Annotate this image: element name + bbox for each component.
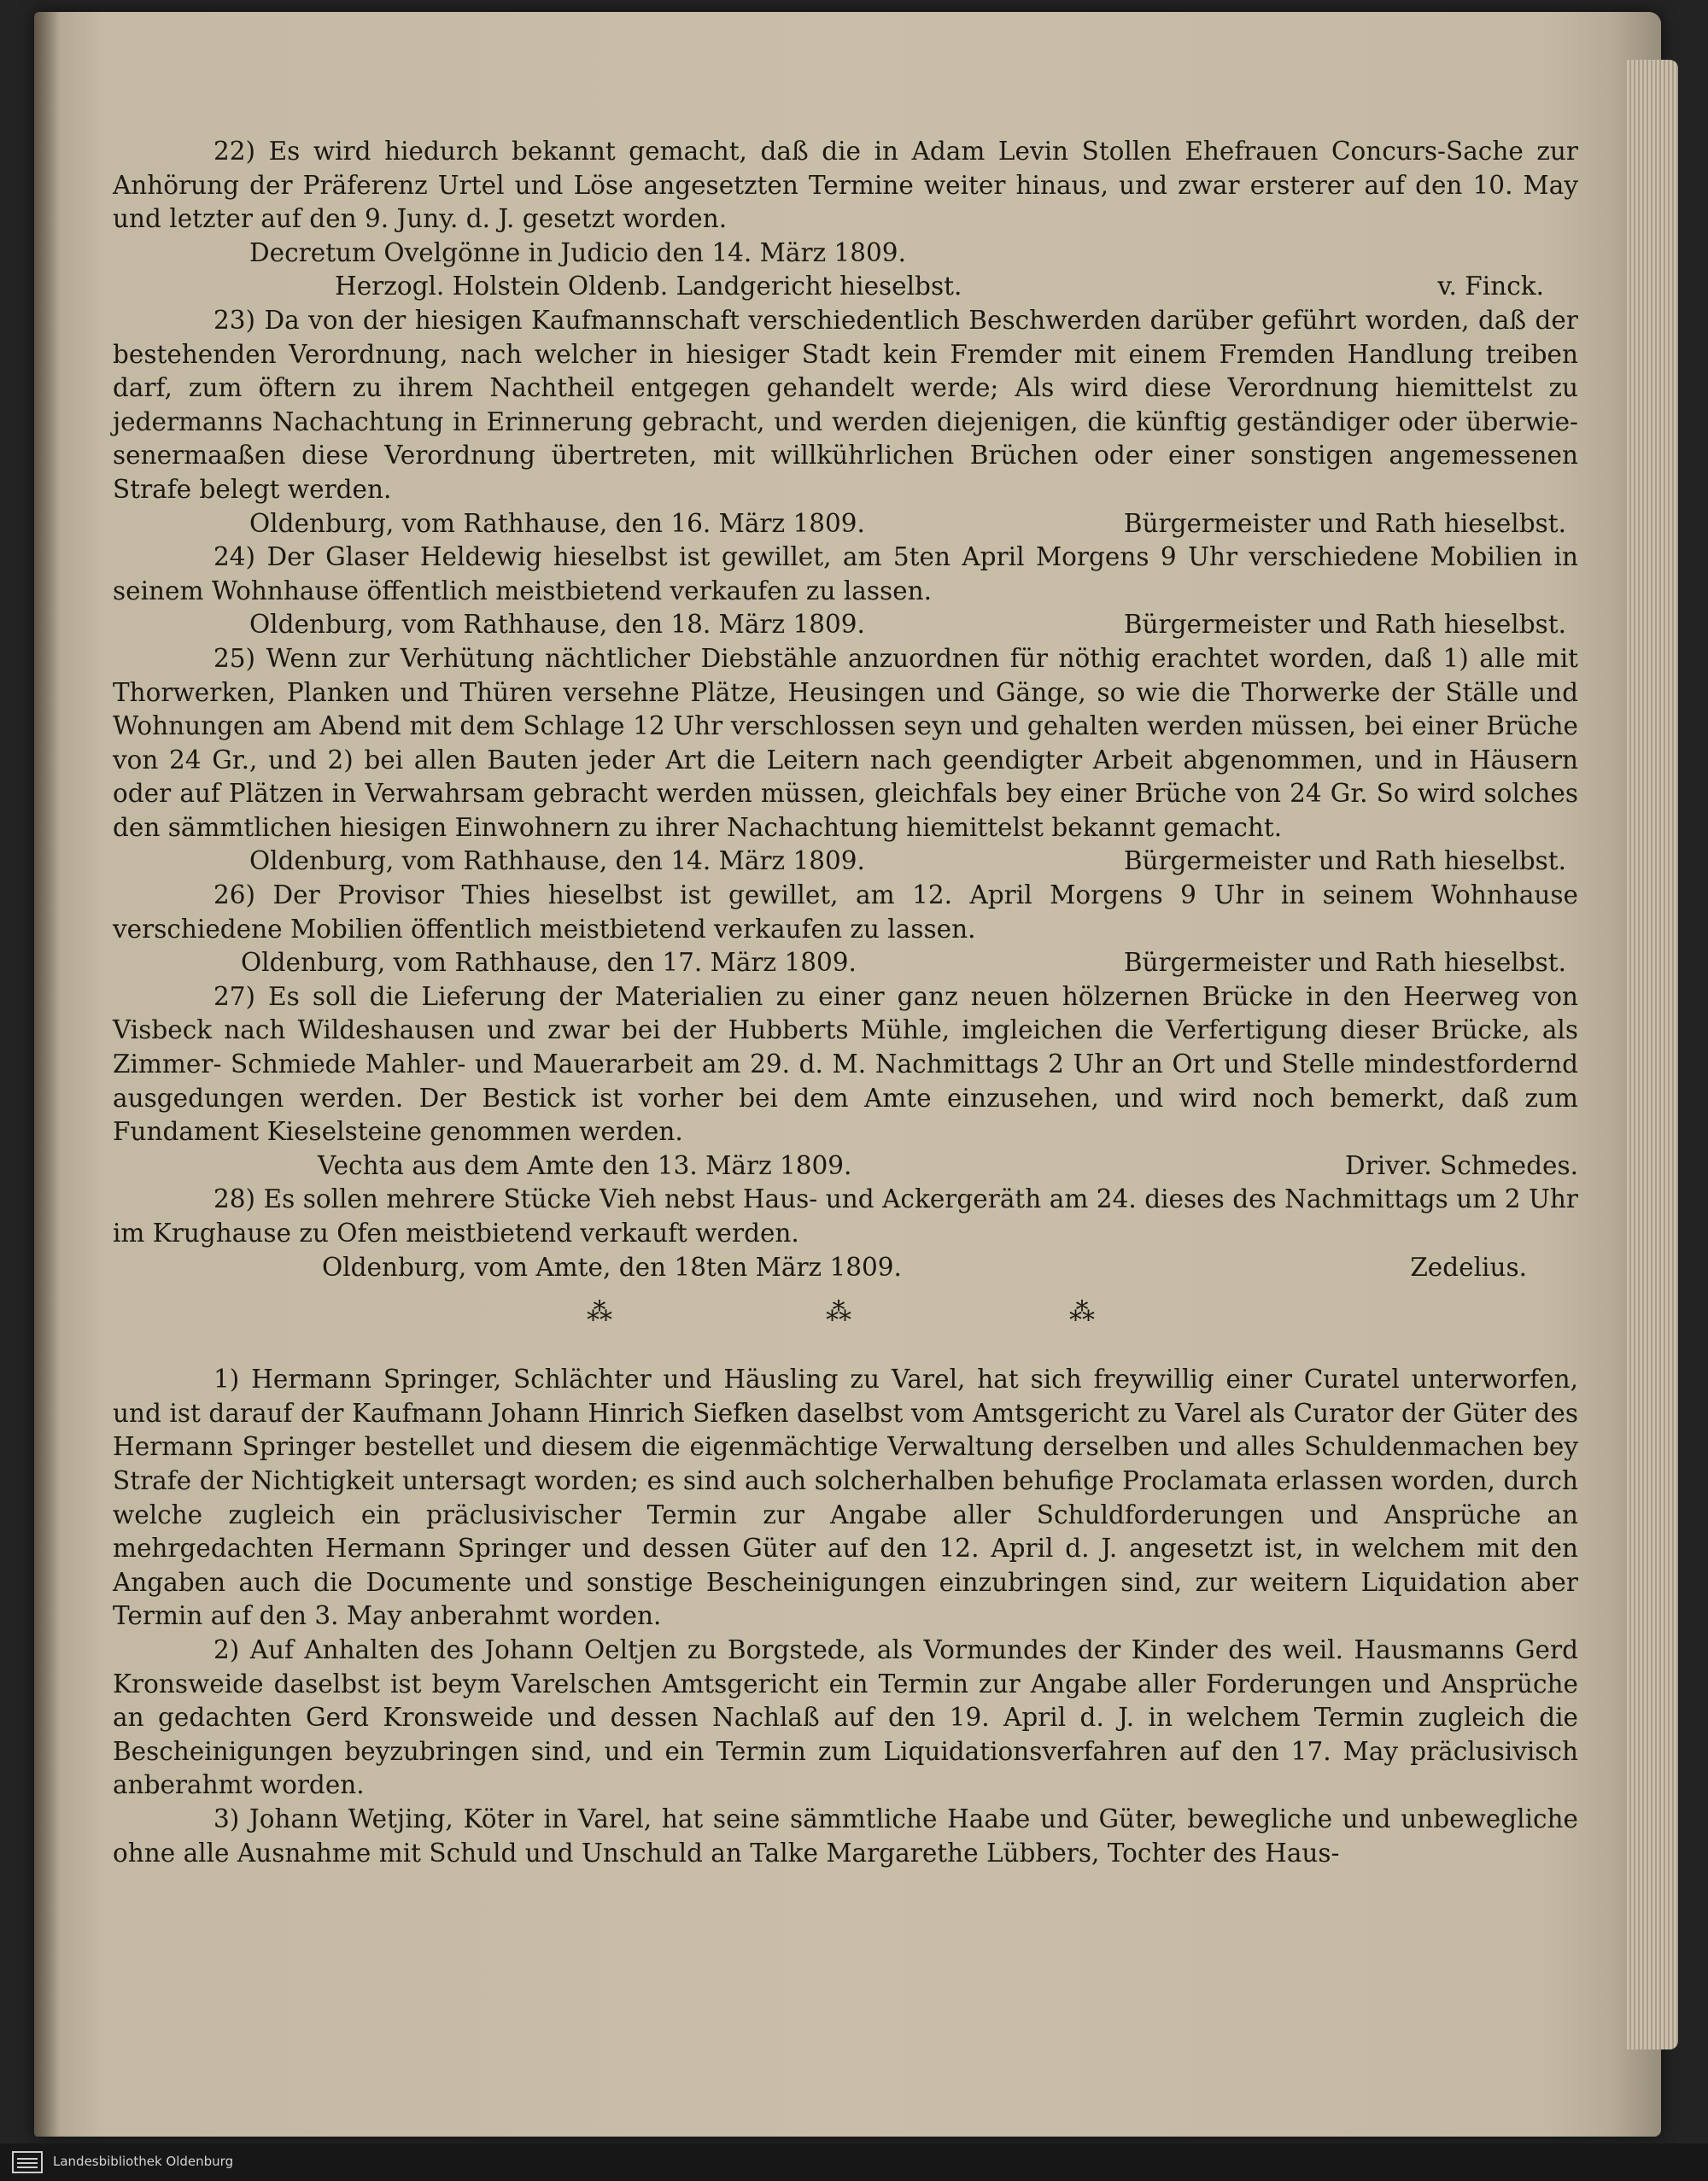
notice-27-place: Vechta aus dem Amte den 13. März 1809. — [318, 1150, 852, 1180]
notice-26-place: Oldenburg, vom Rathhause, den 17. März 1809. — [241, 948, 857, 978]
notice-23-signature-line — [113, 507, 1578, 541]
notice-24-place: Oldenburg, vom Rathhause, den 18. März 1809. — [249, 610, 865, 640]
asterism-ornament-3: ⁂ — [1069, 1297, 1095, 1328]
notice-24-signature-line — [113, 608, 1578, 642]
notice-22-decree: Decretum Ovelgönne in Judicio den 14. März 1809. — [249, 237, 906, 267]
notice-23-signer: Bürgermeister und Rath hieselbst. — [1123, 508, 1566, 538]
page-text — [113, 135, 1578, 1870]
gutter-shadow — [34, 12, 60, 2137]
section-separator — [113, 1284, 1578, 1363]
section2-item-2-text: 2) Auf Anhalten des Johann Oeltjen zu Borgstede, als Vormundes der Kinder des weil. Hausmanns Gerd Kronsweide daselbst ist beym Varelschen Amtsgericht ein Termin zur Angabe aller Forderungen und Ansprüche an gedachten Gerd Kronsweide und dessen Nachlaß auf den 19. April d. J. in welchem Termin zugleich die Bescheinigungen beyzubringen sind, und ein Termin zum Liquidationsverfahren auf den 17. May präclusivisch anberahmt worden. — [113, 1634, 1578, 1800]
notice-28-signature-line — [113, 1251, 1578, 1285]
notice-26-signature-line — [113, 946, 1578, 980]
library-logo-icon — [12, 2151, 43, 2173]
notice-25-signer: Bürgermeister und Rath hieselbst. — [1123, 846, 1566, 876]
notice-22-authority: Herzogl. Holstein Oldenb. Landgericht hieselbst. — [335, 272, 962, 301]
notice-26-signer: Bürgermeister und Rath hieselbst. — [1123, 948, 1566, 978]
notice-23-text: 23) Da von der hiesigen Kaufmannschaft verschiedentlich Beschwerden darüber geführt worden, daß der bestehenden Verordnung, nach welcher in hiesiger Stadt kein Fremder mit einem Fremden Handlung treiben darf, zum öftern zu ihrem Nachtheil entgegen gehandelt werde; Als wird diese Verordnung hiemittelst zu jedermanns Nachachtung in Erinnerung gebracht, und werden diejenigen, die künftig geständiger oder überwie-senermaaßen diese Verordnung übertreten, mit willkührlichen Brüchen oder einer sonstigen angemessenen Strafe belegt werden. — [113, 305, 1578, 504]
notice-26-text: 26) Der Provisor Thies hieselbst ist gewillet, am 12. April Morgens 9 Uhr in seinem Wohnhause verschiedene Mobilien öffentlich meistbietend verkaufen zu lassen. — [113, 880, 1578, 944]
notice-24-signer: Bürgermeister und Rath hieselbst. — [1123, 610, 1566, 640]
notice-25-place: Oldenburg, vom Rathhause, den 14. März 1809. — [249, 846, 865, 876]
section2-item-3-text: 3) Johann Wetjing, Köter in Varel, hat seine sämmtliche Haabe und Güter, bewegliche und unbewegliche ohne alle Ausnahme mit Schuld und Unschuld an Talke Margarethe Lübbers, Tochter des Haus- — [113, 1804, 1578, 1868]
notice-22-signer: v. Finck. — [1437, 272, 1544, 301]
viewer-footer-bar — [0, 2143, 1708, 2181]
notice-23-place: Oldenburg, vom Rathhause, den 16. März 1809. — [249, 508, 865, 538]
notice-25-signature-line — [113, 845, 1578, 879]
notice-27-signer: Driver. Schmedes. — [1345, 1150, 1578, 1180]
notice-22-signature-line — [113, 270, 1578, 304]
asterism-ornament-1: ⁂ — [587, 1297, 612, 1328]
notice-24-text: 24) Der Glaser Heldewig hieselbst ist gewillet, am 5ten April Morgens 9 Uhr verschiedene Mobilien in seinem Wohnhause öffentlich meistbietend verkaufen zu lassen. — [113, 542, 1578, 605]
page-stack-edge — [1627, 60, 1678, 2049]
notice-25-text: 25) Wenn zur Verhütung nächtlicher Diebstähle anzuordnen für nöthig erachtet worden, daß 1) alle mit Thorwerken, Planken und Thüren versehne Plätze, Heusingen und Gänge, so wie die Thorwerke der Ställe und Wohnungen am Abend mit dem Schlage 12 Uhr verschlossen seyn und gehalten werden müssen, bei einer Brüche von 24 Gr., und 2) bei allen Bauten jeder Art die Leitern nach geendigter Arbeit abgenommen, und in Häusern oder auf Plätzen in Verwahrsam gebracht werden müssen, gleichfals bey einer Brüche von 24 Gr. So wird solches den sämmtlichen hiesigen Einwohnern zu ihrer Nachachtung hiemittelst bekannt gemacht. — [113, 643, 1578, 842]
notice-22-text: 22) Es wird hiedurch bekannt gemacht, daß die in Adam Levin Stollen Ehefrauen Concurs-Sache zur Anhörung der Präferenz Urtel und Löse angesetzten Termine weiter hinaus, und zwar ersterer auf den 10. May und letzter auf den 9. Juny. d. J. gesetzt worden. — [113, 137, 1578, 234]
notice-28-signer: Zedelius. — [1410, 1252, 1527, 1282]
asterism-ornament-2: ⁂ — [826, 1297, 851, 1328]
notice-27-signature-line — [113, 1149, 1578, 1184]
library-name: Landesbibliothek Oldenburg — [53, 2154, 234, 2169]
notice-28-text: 28) Es sollen mehrere Stücke Vieh nebst Haus- und Ackergeräth am 24. dieses des Nachmittags um 2 Uhr im Krughause zu Ofen meistbietend verkauft werden. — [113, 1184, 1578, 1248]
section2-item-1-text: 1) Hermann Springer, Schlächter und Häusling zu Varel, hat sich freywillig einer Curatel unterworfen, und ist darauf der Kaufmann Johann Hinrich Siefken daselbst vom Amtsgericht zu Varel als Curator der Güter des Hermann Springer bestellet und diesem die eigenmächtige Verwaltung derselben und alles Schuldenmachen bey Strafe der Nichtigkeit untersagt worden; es sind auch solcherhalben behufige Proclamata erlassen worden, durch welche zugleich ein präclusivischer Termin zur Angabe aller Schuldforderungen und Ansprüche an mehrgedachten Hermann Springer und dessen Güter auf den 12. April d. J. angesetzt ist, in welchem mit den Angaben auch die Documente und sonstige Bescheinigungen einzubringen sind, zur weitern Liquidation aber Termin auf den 3. May anberahmt worden. — [113, 1365, 1578, 1631]
notice-27-text: 27) Es soll die Lieferung der Materialien zu einer ganz neuen hölzernen Brücke in den Heerweg von Visbeck nach Wildeshausen und zwar bei der Hubberts Mühle, imgleichen die Verfertigung dieser Brücke, als Zimmer- Schmiede Mahler- und Mauerarbeit am 29. d. M. Nachmittags 2 Uhr an Ort und Stelle mindestfordernd ausgedungen werden. Der Bestick ist vorher bei dem Amte einzusehen, und wird noch bemerkt, daß zum Fundament Kieselsteine genommen werden. — [113, 981, 1578, 1147]
notice-28-place: Oldenburg, vom Amte, den 18ten März 1809. — [322, 1252, 902, 1282]
